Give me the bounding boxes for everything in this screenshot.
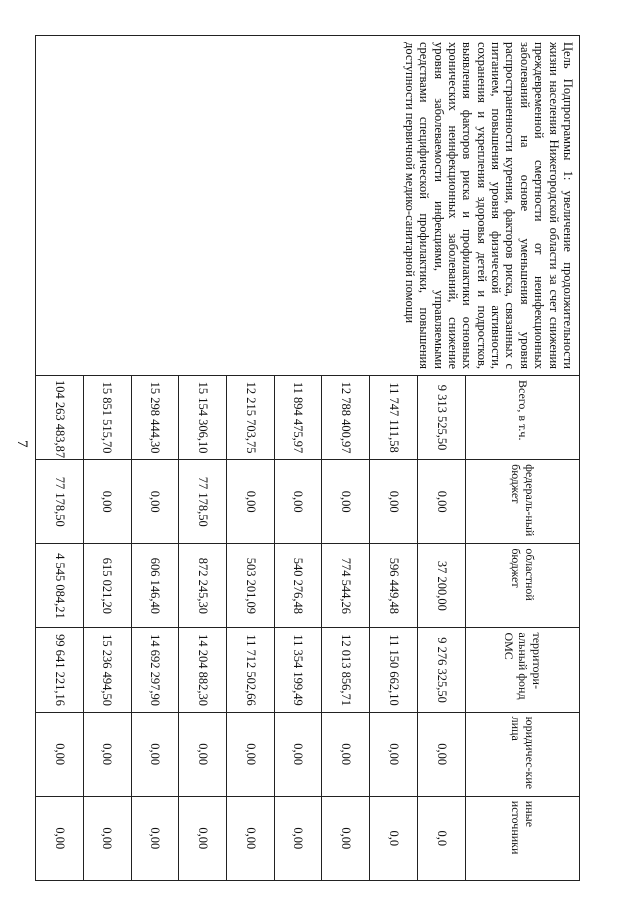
value-cell: 540 276,48	[274, 544, 322, 628]
value-cell: 0,00	[36, 712, 84, 796]
value-cell: 0,00	[274, 460, 322, 544]
value-cell: 0,00	[179, 712, 227, 796]
value-cell: 774 544,26	[322, 544, 370, 628]
value-cell: 0,00	[83, 460, 131, 544]
source-label: территори-альный фонд ОМС	[465, 628, 579, 712]
value-cell: 0,00	[131, 712, 179, 796]
source-label: юридичес-кие лица	[465, 712, 579, 796]
value-cell: 99 641 221,16	[36, 628, 84, 712]
value-cell: 15 154 306,10	[179, 376, 227, 460]
value-cell: 0,00	[417, 460, 465, 544]
value-cell: 11 894 475,97	[274, 376, 322, 460]
value-cell: 606 146,40	[131, 544, 179, 628]
value-cell: 0,0	[417, 796, 465, 880]
rotated-table-stage	[35, 35, 580, 880]
page-number: 7	[14, 440, 30, 448]
value-cell: 11 747 111,58	[370, 376, 418, 460]
value-cell: 9 313 525,50	[417, 376, 465, 460]
value-cell: 503 201,09	[227, 544, 275, 628]
value-cell: 37 200,00	[417, 544, 465, 628]
goal-cell: Цель Подпрограммы 1: увеличение продолжительности жизни населения Нижегородской области за счет снижения преждевременной смертности от неинфекционных заболеваний на основе уменьшения уровня распространенности курения, факторов риска, связанных с питанием, повышения уровня физической активности, сохранения и укрепления здоровья детей и подростков, выявления факторов риска и профилактики основных хронических неинфекционных заболеваний, снижение уровня заболеваемости инфекциями, управляемыми средствами специфической профилактики, повышения доступности первичной медико-санитарной помощи	[36, 36, 580, 376]
value-cell: 0,00	[227, 796, 275, 880]
value-cell: 596 449,48	[370, 544, 418, 628]
value-cell: 15 851 515,70	[83, 376, 131, 460]
value-cell: 0,0	[370, 796, 418, 880]
value-cell: 4 545 084,21	[36, 544, 84, 628]
value-cell: 11 150 662,10	[370, 628, 418, 712]
value-cell: 77 178,50	[36, 460, 84, 544]
value-cell: 0,00	[322, 460, 370, 544]
value-cell: 77 178,50	[179, 460, 227, 544]
value-cell: 0,00	[227, 712, 275, 796]
source-label: иные источники	[465, 796, 579, 880]
value-cell: 14 204 882,30	[179, 628, 227, 712]
value-cell: 12 788 400,97	[322, 376, 370, 460]
value-cell: 872 245,30	[179, 544, 227, 628]
value-cell: 0,00	[131, 796, 179, 880]
table-body	[36, 36, 580, 881]
value-cell: 0,00	[131, 460, 179, 544]
value-cell: 11 354 199,49	[274, 628, 322, 712]
source-label: Всего, в т.ч.	[465, 376, 579, 460]
value-cell: 0,00	[322, 712, 370, 796]
value-cell: 14 692 297,90	[131, 628, 179, 712]
value-cell: 0,00	[179, 796, 227, 880]
value-cell: 615 021,20	[83, 544, 131, 628]
value-cell: 0,00	[36, 796, 84, 880]
value-cell: 104 263 483,87	[36, 376, 84, 460]
value-cell: 0,00	[370, 460, 418, 544]
value-cell: 0,00	[274, 712, 322, 796]
value-cell: 15 236 494,50	[83, 628, 131, 712]
value-cell: 0,00	[322, 796, 370, 880]
value-cell: 0,00	[227, 460, 275, 544]
value-cell: 0,00	[83, 712, 131, 796]
value-cell: 0,00	[370, 712, 418, 796]
value-cell: 0,00	[274, 796, 322, 880]
financing-table	[35, 35, 580, 881]
value-cell: 15 298 444,30	[131, 376, 179, 460]
source-label: федераль-ный бюджет	[465, 460, 579, 544]
table-row	[465, 36, 579, 881]
value-cell: 9 276 325,50	[417, 628, 465, 712]
value-cell: 11 712 502,66	[227, 628, 275, 712]
source-label: областной бюджет	[465, 544, 579, 628]
value-cell: 12 013 856,71	[322, 628, 370, 712]
value-cell: 12 215 703,75	[227, 376, 275, 460]
value-cell: 0,00	[417, 712, 465, 796]
value-cell: 0,00	[83, 796, 131, 880]
